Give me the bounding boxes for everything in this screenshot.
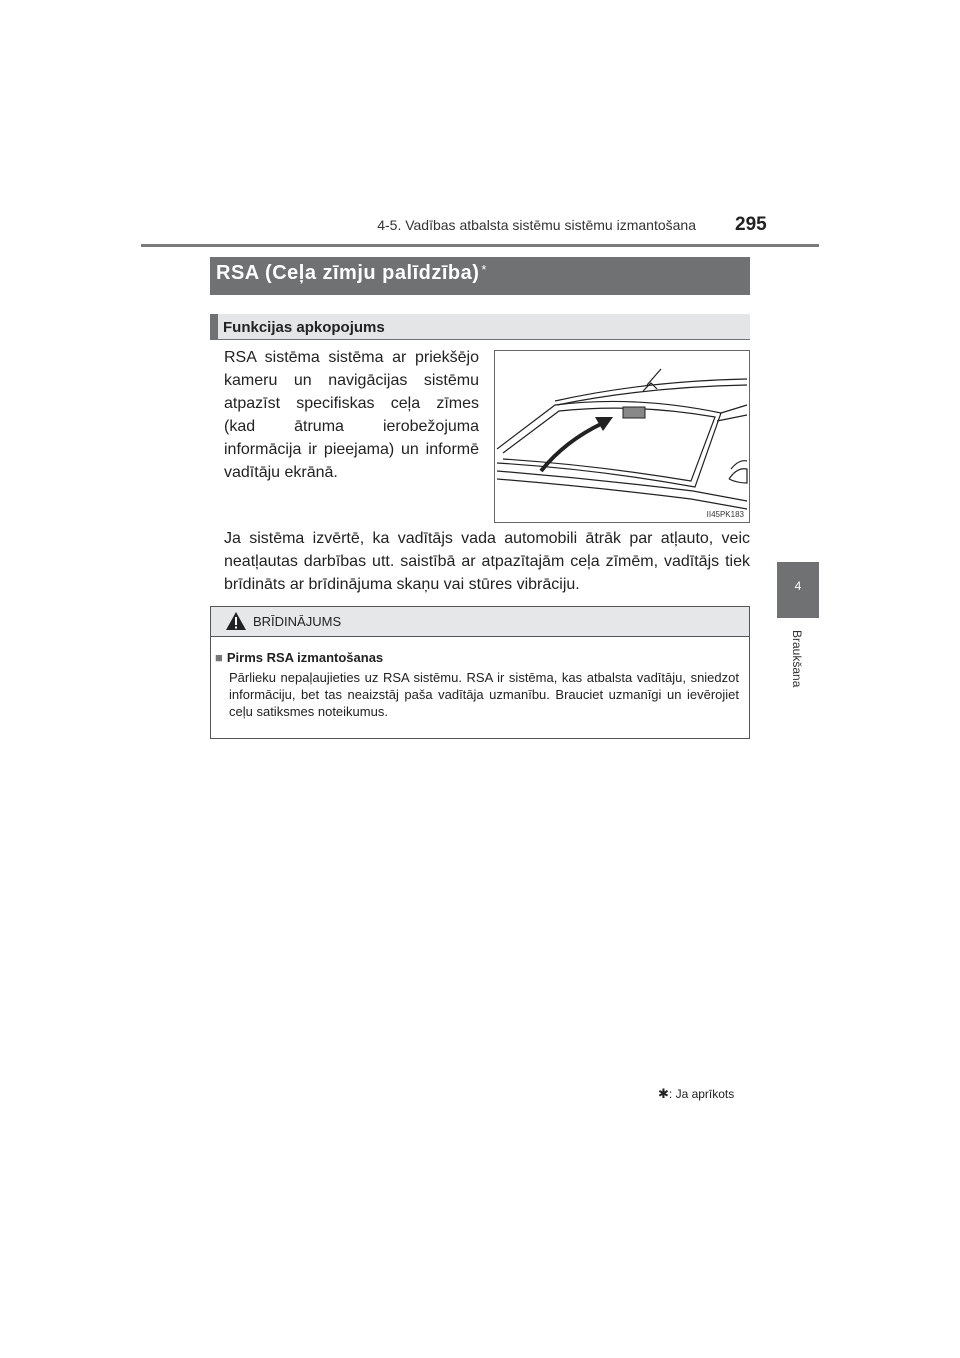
warning-item-title <box>215 650 383 665</box>
subsection-title: Funkcijas apkopojums <box>223 319 385 336</box>
windshield-camera-figure <box>494 350 750 523</box>
warning-box <box>210 606 750 739</box>
subsection-accent <box>210 314 218 340</box>
header-section-title: 4-5. Vadības atbalsta sistēmu sistēmu izmantošana <box>377 217 696 233</box>
footnote <box>658 1086 734 1102</box>
warning-item-title-text: Pirms RSA izmantošanas <box>226 650 384 665</box>
warning-triangle-icon <box>225 611 247 631</box>
equipment-mark: * <box>481 262 487 277</box>
warning-header <box>211 607 749 637</box>
header-rule <box>141 244 819 247</box>
subsection-rule <box>210 339 750 340</box>
chapter-tab <box>777 562 819 618</box>
warning-label: BRĪDINĀJUMS <box>253 614 342 629</box>
page-number: 295 <box>735 214 767 235</box>
section-title <box>216 262 487 285</box>
chapter-label: Braukšana <box>790 630 804 688</box>
intro-paragraph: RSA sistēma sistēma ar priekšējo kameru un navigācijas sistēmu atpazīst specifiskas ceļa zīmes (kad ātruma ierobežojuma informācija ir pieejama) un informē vadītāju ekrānā. <box>224 349 479 481</box>
body-paragraph: Ja sistēma izvērtē, ka vadītājs vada automobili ātrāk par atļauto, veic neatļautas darbības utt. saistībā ar atpazītajām ceļa zīmēm, vadītājs tiek brīdināts ar brīdinājuma skaņu vai stūres vibrāciju. <box>224 530 750 593</box>
asterisk-icon: ✱ <box>658 1086 669 1101</box>
footnote-text: : Ja aprīkots <box>668 1087 735 1101</box>
warning-item-text: Pārlieku nepaļaujieties uz RSA sistēmu. RSA ir sistēma, kas atbalsta vadītāju, sniedzot informāciju, bet tas neaizstāj paša vadītāja uzmanību. Brauciet uzmanīgi un ievērojiet ceļu satiksmes noteikumus. <box>229 670 739 719</box>
figure-code: II45PK183 <box>706 510 744 519</box>
bullet-square-icon: ■ <box>215 650 223 665</box>
chapter-number: 4 <box>794 579 802 593</box>
section-title-text: RSA (Ceļa zīmju palīdzība) <box>216 262 480 284</box>
windshield-illustration <box>495 351 749 522</box>
